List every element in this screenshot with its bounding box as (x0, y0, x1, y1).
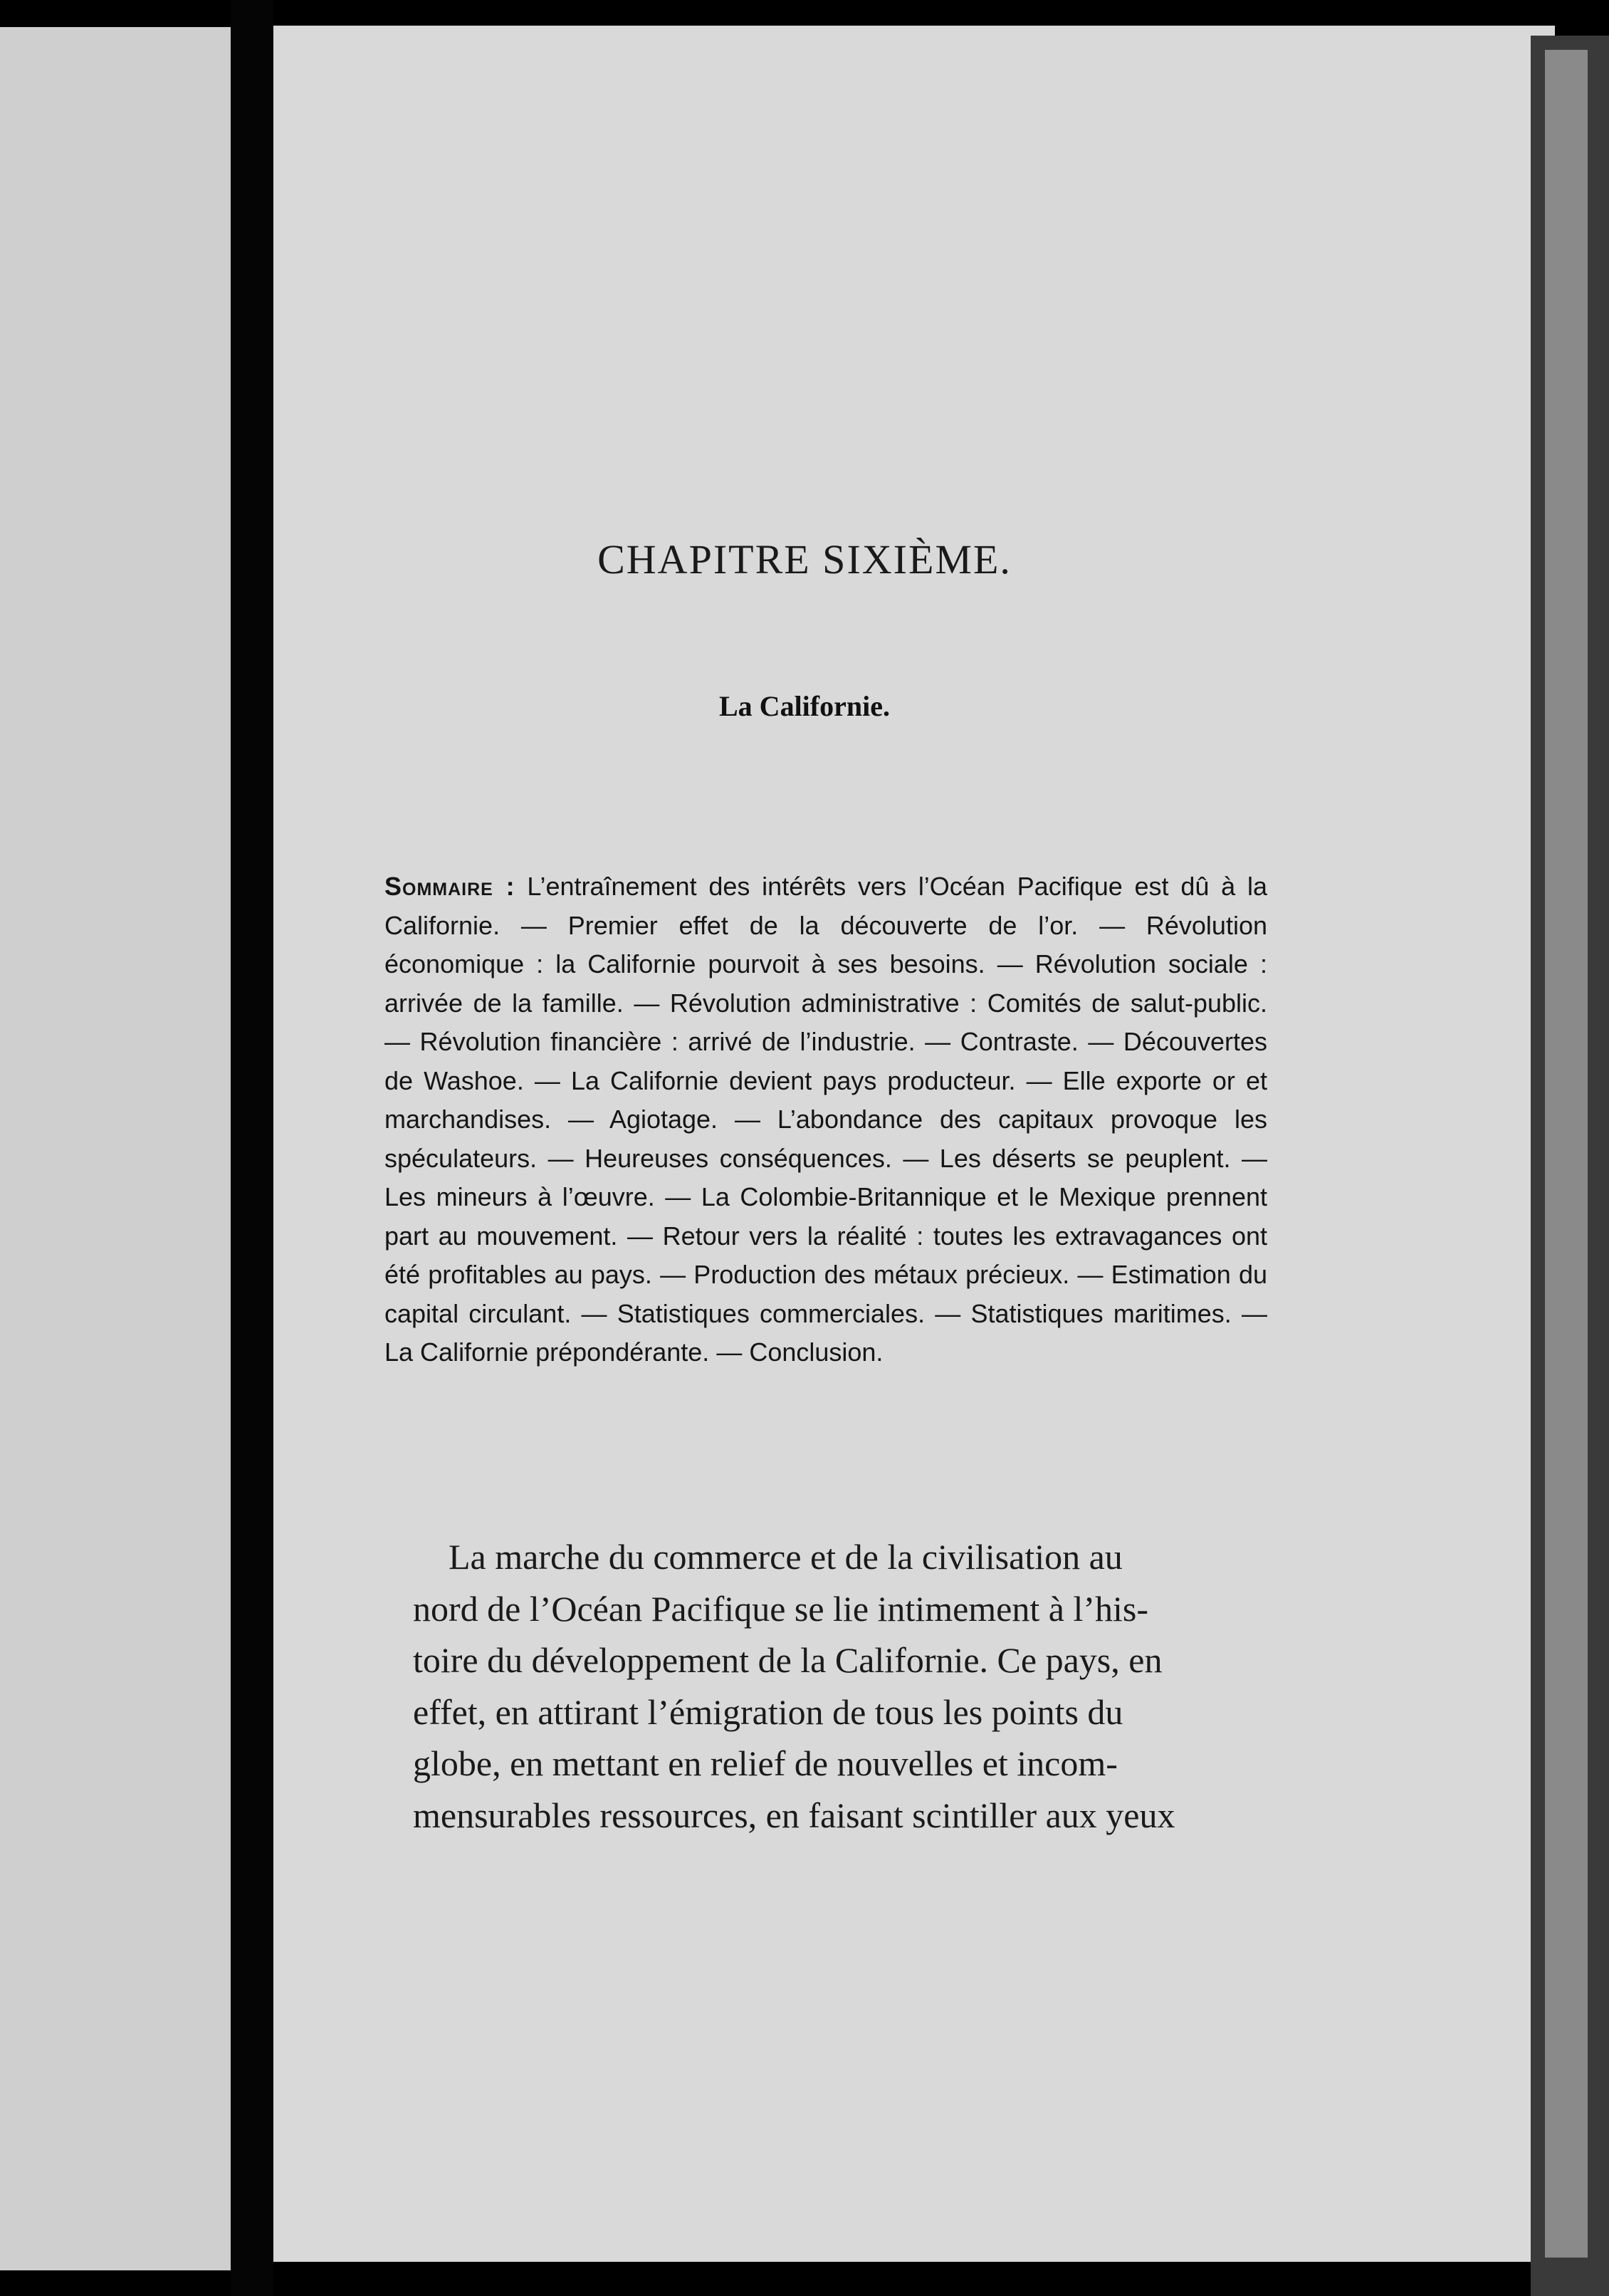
chapter-title: CHAPITRE SIXIÈME. (597, 536, 1012, 583)
body-line: nord de l’Océan Pacifique se lie intimement à l’his- (413, 1588, 1148, 1629)
body-paragraph (413, 1531, 1267, 1841)
chapter-summary (384, 867, 1267, 1372)
body-line: La marche du commerce et de la civilisation au (449, 1537, 1123, 1577)
body-line: toire du développement de la Californie. Ce pays, en (413, 1640, 1163, 1680)
page-stack-edge (1545, 50, 1588, 2258)
left-page-edge (0, 27, 231, 2270)
summary-text: L’entraînement des intérêts vers l’Océan Pacifique est dû à la Californie. — Premier effet de la découverte de l’or. — Révolution économique : la Californie pourvoit à ses besoins. — Révolution sociale : arrivée de la famille. — Révolution administrative : Comités de salut-public. — Révolution financière : arrivé de l’industrie. — Contraste. — Découvertes de Washoe. — La Californie devient pays producteur. — Elle exporte or et marchandises. — Agiotage. — L’abondance des capitaux provoque les spéculateurs. — Heureuses conséquences. — Les déserts se peuplent. — Les mineurs à l’œuvre. — La Colombie-Britannique et le Mexique prennent part au mouvement. — Retour vers la réalité : toutes les extravagances ont été profitables au pays. — Production des métaux précieux. — Estimation du capital circulant. — Statistiques commerciales. — Statistiques maritimes. — La Californie prépondérante. — Conclusion. (384, 872, 1267, 1367)
book-spine-gap (231, 0, 273, 2296)
body-line: mensurables ressources, en faisant scintiller aux yeux (413, 1795, 1175, 1835)
body-line: effet, en attirant l’émigration de tous les points du (413, 1691, 1123, 1732)
summary-label: Sommaire : (384, 872, 515, 901)
body-line: globe, en mettant en relief de nouvelles et incom- (413, 1743, 1118, 1783)
section-title: La Californie. (719, 690, 890, 722)
